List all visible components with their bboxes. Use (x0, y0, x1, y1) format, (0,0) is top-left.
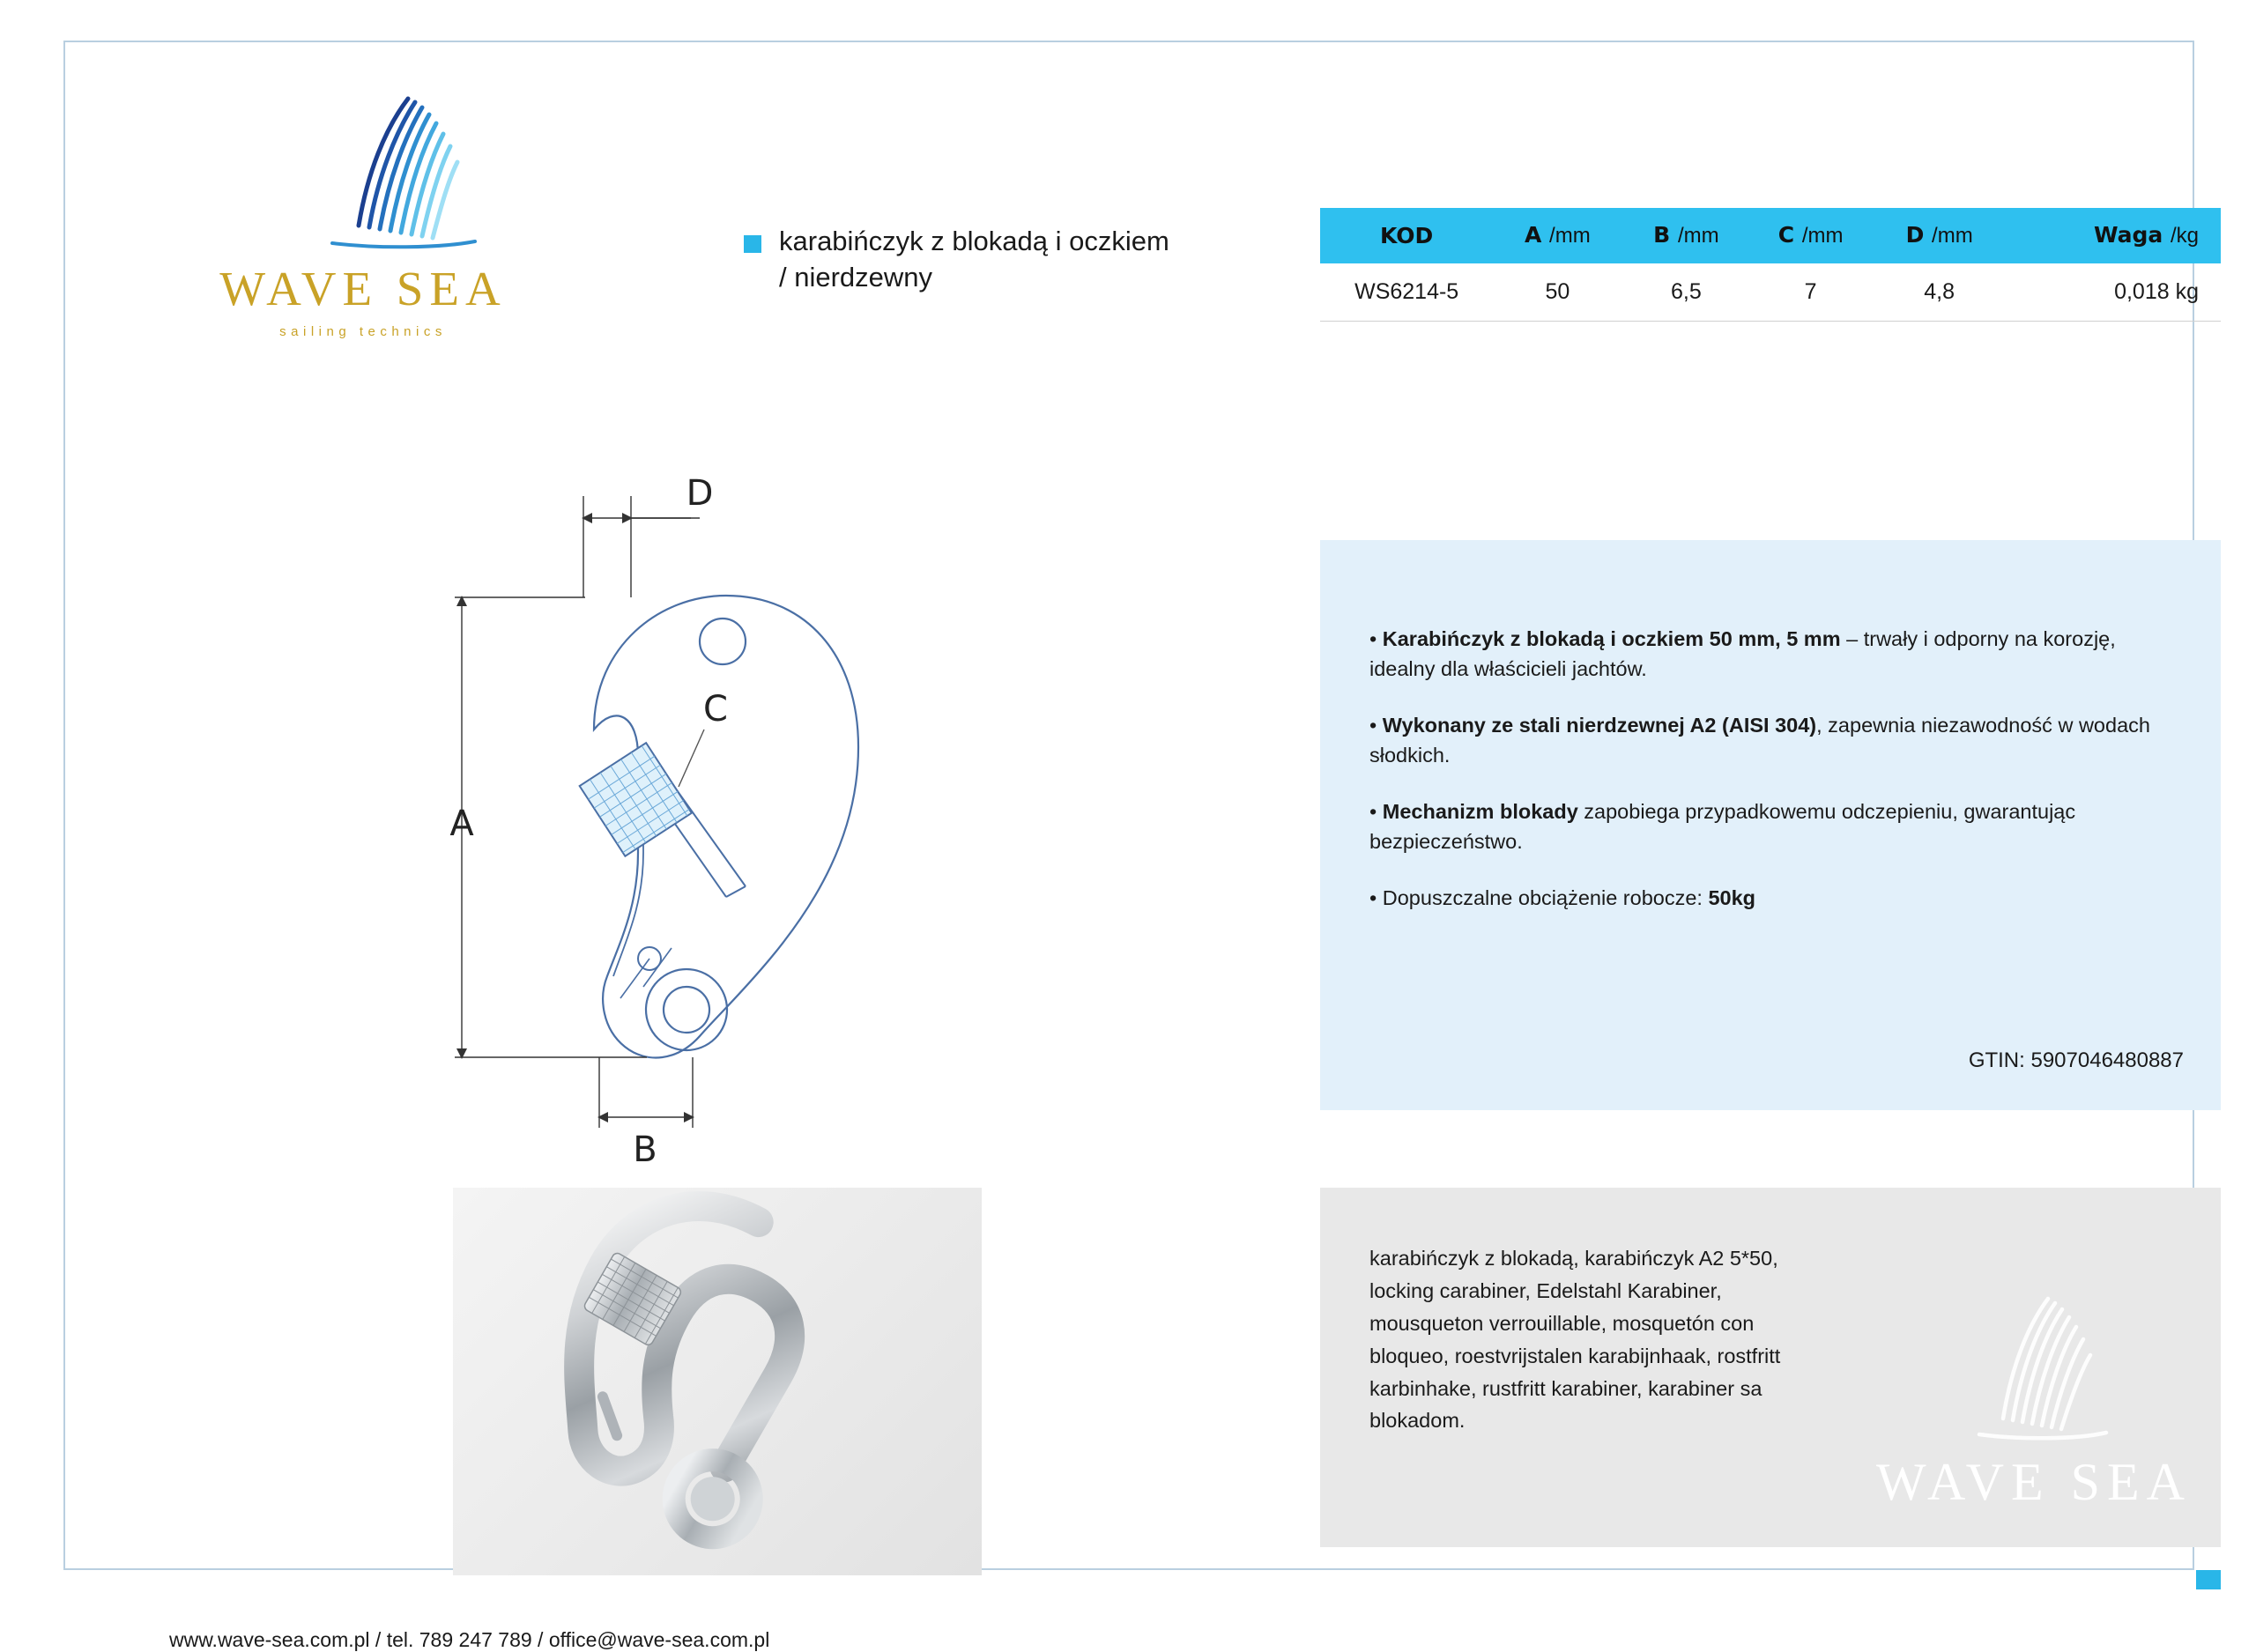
dimension-label-c: C (703, 689, 728, 730)
sail-wing-icon (323, 93, 482, 256)
description-panel (1320, 540, 2221, 1110)
document-page (63, 41, 2199, 1651)
table-header-d-label: D (1905, 222, 1925, 248)
description-list (1369, 624, 2163, 939)
table-header-waga-label: Waga (2093, 222, 2163, 248)
cell-kod: WS6214-5 (1320, 263, 1493, 322)
corner-accent-mark (2196, 1570, 2221, 1589)
description-item-2-rest: , zapewnia niezawodność w wodach słodkich. (1369, 714, 2150, 767)
description-item-3: • Mechanizm blokady zapobiega przypadkowemu odczepieniu, gwarantując bezpieczeństwo. (1369, 800, 2076, 854)
keywords-text: karabińczyk z blokadą, karabińczyk A2 5*50, locking carabiner, Edelstahl Karabiner, mousqueton verrouillable, mosquetón con bloqueo, roestvrijstalen karabijnhaak, rostfritt karbinhake, rustfritt karabiner, karabiner sa blokadom. (1369, 1247, 1781, 1433)
product-title-text (779, 223, 1325, 295)
description-item-2: • Wykonany ze stali nierdzewnej A2 (AISI 304), zapewnia niezawodność w wodach słodkich. (1369, 714, 2150, 767)
keywords-panel (1320, 1188, 2221, 1547)
technical-drawing (435, 465, 1052, 1161)
table-header-b (1622, 208, 1750, 263)
table-header-d (1871, 208, 2008, 263)
table-header-kod (1320, 208, 1493, 263)
table-header-kod-label: KOD (1380, 222, 1434, 248)
title-bullet-icon (744, 235, 761, 253)
table-header-waga-unit: /kg (2170, 224, 2199, 248)
watermark-brand-name: WAVE SEA (1876, 1453, 2192, 1511)
table-header-row (1320, 208, 2221, 263)
table-header-c-unit: /mm (1801, 224, 1844, 248)
table-header-c (1750, 208, 1870, 263)
cell-a: 50 (1493, 263, 1622, 322)
product-title-line2: / nierdzewny (779, 262, 933, 293)
table-header-a-label: A (1524, 222, 1542, 248)
description-item-4: • Dopuszczalne obciążenie robocze: 50kg (1369, 886, 1756, 910)
cell-b: 6,5 (1622, 263, 1750, 322)
cell-d: 4,8 (1871, 263, 2008, 322)
product-photo (453, 1188, 982, 1575)
dimension-label-a: A (449, 804, 474, 844)
table-header-waga (2007, 208, 2221, 263)
gtin-code: GTIN: 5907046480887 (1968, 1048, 2184, 1072)
watermark-sail-wing-icon (1972, 1293, 2113, 1448)
description-item-1-bold: Karabińczyk z blokadą i oczkiem 50 mm, 5 mm (1382, 627, 1841, 650)
table-header-d-unit: /mm (1932, 224, 1973, 248)
description-item-2-bold: Wykonany ze stali nierdzewnej A2 (AISI 304) (1382, 714, 1817, 737)
cell-c: 7 (1750, 263, 1870, 322)
cell-waga: 0,018 kg (2007, 263, 2221, 322)
table-header-a-unit: /mm (1549, 224, 1591, 248)
table-row (1320, 263, 2221, 322)
brand-tagline: sailing technics (279, 324, 447, 339)
dimension-label-d: D (686, 473, 714, 514)
brand-name: WAVE SEA (219, 262, 507, 315)
table-header-b-label: B (1653, 222, 1671, 248)
table-header-c-label: C (1777, 222, 1795, 248)
description-item-4-rest: Dopuszczalne obciążenie robocze: (1382, 886, 1709, 910)
dimension-label-b: B (633, 1130, 657, 1161)
description-item-1: • Karabińczyk z blokadą i oczkiem 50 mm, 5 mm – trwały i odporny na korozję, idealny dla właścicieli jachtów. (1369, 627, 2116, 681)
product-title-line1: karabińczyk z blokadą i oczkiem (779, 226, 1169, 256)
brand-logo (169, 93, 539, 402)
table-header-b-unit: /mm (1677, 224, 1719, 248)
spec-table (1320, 208, 2221, 322)
description-item-4-bold: 50kg (1708, 886, 1756, 910)
description-item-3-rest: zapobiega przypadkowemu odczepieniu, gwarantując bezpieczeństwo. (1369, 800, 2076, 854)
description-item-3-bold: Mechanizm blokady (1382, 800, 1578, 824)
description-item-1-rest: – trwały i odporny na korozję, idealny dla właścicieli jachtów. (1369, 627, 2116, 681)
table-header-a (1493, 208, 1622, 263)
footer-contact: www.wave-sea.com.pl / tel. 789 247 789 / office@wave-sea.com.pl (169, 1628, 770, 1651)
